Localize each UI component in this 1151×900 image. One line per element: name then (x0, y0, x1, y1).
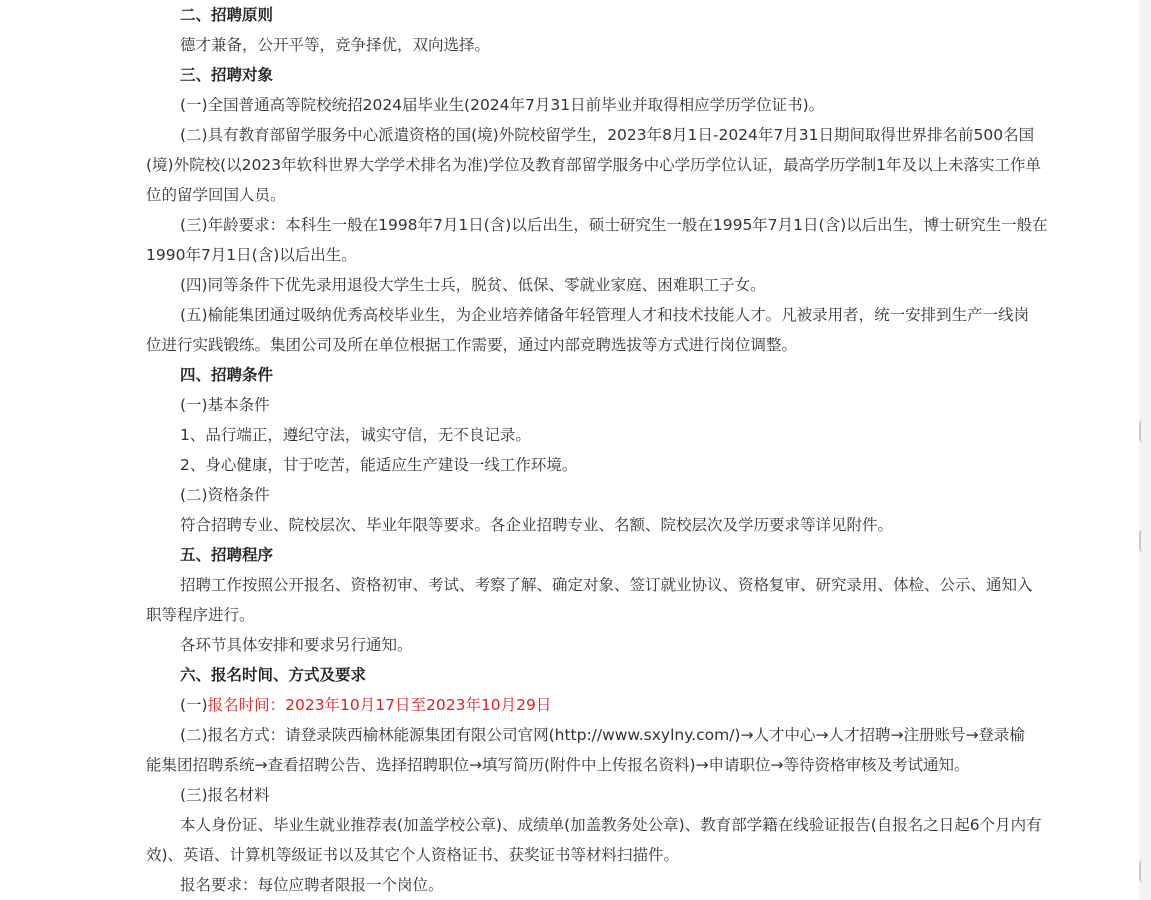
paragraph-target-5-line-2: 位进行实践锻练。集团公司及所在单位根据工作需要，通过内部竞聘选拔等方式进行岗位调整。 (146, 336, 798, 354)
section-heading-target: 三、招聘对象 (180, 66, 274, 84)
scrollbar-notch-2 (1139, 530, 1149, 552)
scrollbar[interactable] (1139, 0, 1151, 900)
paragraph-registration-method-line-2: 能集团招聘系统→查看招聘公告、选择招聘职位→填写简历(附件中上传报名资料)→申请职位→等待资格审核及考试通知。 (146, 756, 970, 774)
paragraph-registration-requirement: 报名要求：每位应聘者限报一个岗位。 (180, 876, 444, 894)
paragraph-target-3-line-2: 1990年7月1日(含)以后出生。 (146, 246, 357, 264)
paragraph-target-5-line-1: (五)榆能集团通过吸纳优秀高校毕业生，为企业培养储备年轻管理人才和技术技能人才。凡被录用者，统一安排到生产一线岗 (180, 306, 1030, 324)
scrollbar-notch-1 (1139, 420, 1149, 442)
registration-time-prefix: (一) (180, 696, 208, 714)
paragraph-principle: 德才兼备，公开平等，竞争择优，双向选择。 (180, 36, 491, 54)
paragraph-registration-materials: (三)报名材料 (180, 786, 270, 804)
paragraph-procedure-line-1: 招聘工作按照公开报名、资格初审、考试、考察了解、确定对象、签订就业协议、资格复审、研究录用、体检、公示、通知入 (180, 576, 1033, 594)
paragraph-registration-materials-line-2: 效)、英语、计算机等级证书以及其它个人资格证书、获奖证书等材料扫描件。 (146, 846, 680, 864)
document-body (146, 0, 1101, 900)
section-heading-procedure: 五、招聘程序 (180, 546, 274, 564)
section-heading-conditions: 四、招聘条件 (180, 366, 274, 384)
paragraph-registration-materials-line-1: 本人身份证、毕业生就业推荐表(加盖学校公章)、成绩单(加盖教务处公章)、教育部学籍在线验证报告(自报名之日起6个月内有 (180, 816, 1042, 834)
paragraph-conditions-2: 2、身心健康，甘于吃苦，能适应生产建设一线工作环境。 (180, 456, 578, 474)
paragraph-conditions-1: 1、品行端正，遵纪守法，诚实守信，无不良记录。 (180, 426, 531, 444)
registration-time-highlight: 报名时间：2023年10月17日至2023年10月29日 (207, 696, 552, 714)
paragraph-target-1: (一)全国普通高等院校统招2024届毕业生(2024年7月31日前毕业并取得相应学历学位证书)。 (180, 96, 825, 114)
paragraph-conditions-qualification: (二)资格条件 (180, 486, 270, 504)
paragraph-target-2-line-3: 位的留学回国人员。 (146, 186, 286, 204)
paragraph-procedure-line-2: 职等程序进行。 (146, 606, 255, 624)
paragraph-target-3-line-1: (三)年龄要求：本科生一般在1998年7月1日(含)以后出生，硕士研究生一般在1995年7月1日(含)以后出生，博士研究生一般在 (180, 216, 1048, 234)
section-heading-principle: 二、招聘原则 (180, 6, 274, 24)
paragraph-registration-time (146, 690, 1101, 720)
section-heading-registration: 六、报名时间、方式及要求 (180, 666, 367, 684)
paragraph-conditions-basic: (一)基本条件 (180, 396, 270, 414)
paragraph-target-4: (四)同等条件下优先录用退役大学生士兵，脱贫、低保、零就业家庭、困难职工子女。 (180, 276, 766, 294)
paragraph-target-2-line-2: (境)外院校(以2023年软科世界大学学术排名为准)学位及教育部留学服务中心学历学位认证，最高学历学制1年及以上未落实工作单 (146, 156, 1042, 174)
scrollbar-notch-3 (1139, 860, 1149, 882)
paragraph-registration-method-line-1: (二)报名方式：请登录陕西榆林能源集团有限公司官网(http://www.sxylny.com/)→人才中心→人才招聘→注册账号→登录榆 (180, 726, 1025, 744)
paragraph-conditions-qualification-text: 符合招聘专业、院校层次、毕业年限等要求。各企业招聘专业、名额、院校层次及学历要求等详见附件。 (180, 516, 894, 534)
paragraph-target-2-line-1: (二)具有教育部留学服务中心派遣资格的国(境)外院校留学生，2023年8月1日-2024年7月31日期间取得世界排名前500名国 (180, 126, 1035, 144)
paragraph-procedure-2: 各环节具体安排和要求另行通知。 (180, 636, 413, 654)
